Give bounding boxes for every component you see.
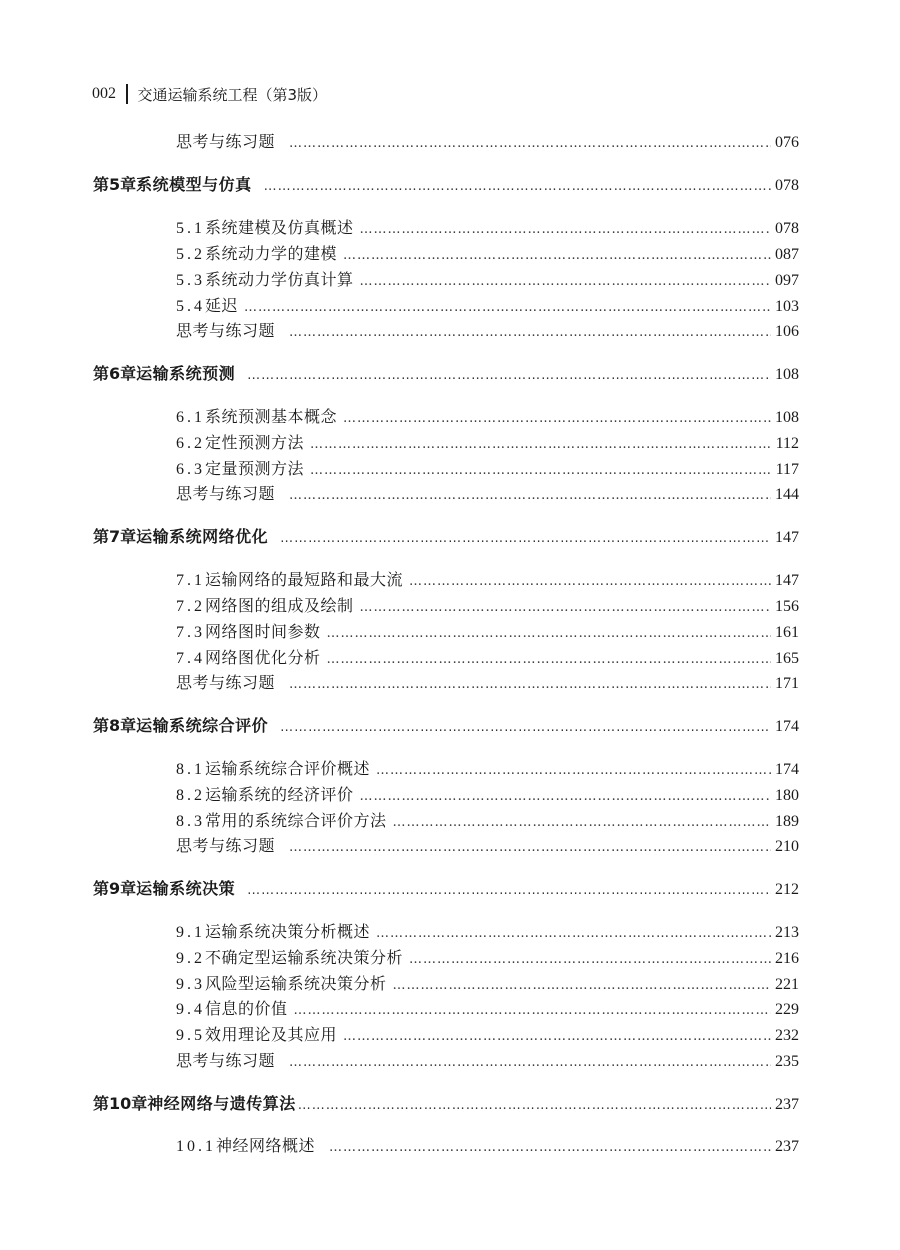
page-number: 112 xyxy=(775,435,799,452)
toc-section-9-3[interactable] xyxy=(176,972,799,996)
section-number: 7.1 xyxy=(176,572,205,589)
dot-leader xyxy=(376,759,771,783)
toc-section-7-1[interactable] xyxy=(176,568,799,592)
page-number: 147 xyxy=(775,572,799,589)
page-number: 108 xyxy=(775,366,799,383)
dot-leader xyxy=(244,296,771,320)
section-title: 神经网络概述 xyxy=(216,1136,316,1155)
page-number: 147 xyxy=(775,529,799,546)
dot-leader xyxy=(343,407,771,431)
toc-chapter-8[interactable] xyxy=(93,714,799,738)
section-number: 6.2 xyxy=(176,435,205,452)
exercise-label: 思考与练习题 xyxy=(176,836,276,855)
section-number: 9.5 xyxy=(176,1027,205,1044)
section-number: 8.3 xyxy=(176,813,205,830)
dot-leader xyxy=(393,974,771,998)
page-number: 229 xyxy=(775,1001,799,1018)
chapter-title: 运输系统决策 xyxy=(136,879,236,898)
section-title: 运输网络的最短路和最大流 xyxy=(205,570,404,589)
section-title: 定性预测方法 xyxy=(205,433,305,452)
section-number: 5.2 xyxy=(176,246,205,263)
dot-leader xyxy=(289,321,771,345)
chapter-number: 第10章 xyxy=(93,1094,148,1113)
toc-section-5-1[interactable] xyxy=(176,216,799,240)
dot-leader xyxy=(343,244,771,268)
page-number: 108 xyxy=(775,409,799,426)
page-number: 237 xyxy=(775,1138,799,1155)
toc-chapter-9[interactable] xyxy=(93,877,799,901)
dot-leader xyxy=(360,785,771,809)
page-number: 221 xyxy=(775,976,799,993)
dot-leader xyxy=(264,175,771,199)
section-number: 5.1 xyxy=(176,220,205,237)
section-title: 不确定型运输系统决策分析 xyxy=(205,948,404,967)
page-number: 232 xyxy=(775,1027,799,1044)
page-number: 078 xyxy=(775,177,799,194)
section-title: 风险型运输系统决策分析 xyxy=(205,974,387,993)
section-number: 8.2 xyxy=(176,787,205,804)
toc-section-10-1[interactable] xyxy=(176,1134,799,1158)
section-title: 系统预测基本概念 xyxy=(205,407,338,426)
toc-exercise-ch5[interactable] xyxy=(176,319,799,343)
dot-leader xyxy=(360,218,771,242)
dot-leader xyxy=(298,1094,771,1118)
toc-section-6-3[interactable] xyxy=(176,457,799,481)
section-number: 9.1 xyxy=(176,924,205,941)
chapter-number: 第9章 xyxy=(93,879,137,898)
dot-leader xyxy=(327,622,771,646)
section-title: 系统动力学仿真计算 xyxy=(205,270,354,289)
dot-leader xyxy=(294,999,771,1023)
page-number: 174 xyxy=(775,761,799,778)
page-number: 189 xyxy=(775,813,799,830)
dot-leader xyxy=(289,484,771,508)
toc-section-5-3[interactable] xyxy=(176,268,799,292)
toc-chapter-10[interactable] xyxy=(93,1092,799,1116)
section-number: 9.2 xyxy=(176,950,205,967)
toc-section-9-4[interactable] xyxy=(176,997,799,1021)
section-title: 运输系统决策分析概述 xyxy=(205,922,371,941)
toc-section-7-4[interactable] xyxy=(176,646,799,670)
dot-leader xyxy=(376,922,771,946)
page-number: 161 xyxy=(775,624,799,641)
toc-chapter-7[interactable] xyxy=(93,525,799,549)
dot-leader xyxy=(289,836,771,860)
section-title: 常用的系统综合评价方法 xyxy=(205,811,387,830)
toc-section-6-1[interactable] xyxy=(176,405,799,429)
page-number: 174 xyxy=(775,718,799,735)
section-number: 6.1 xyxy=(176,409,205,426)
section-title: 延迟 xyxy=(205,296,239,315)
chapter-number: 第7章 xyxy=(93,527,137,546)
chapter-number: 第5章 xyxy=(93,175,137,194)
toc-section-8-2[interactable] xyxy=(176,783,799,807)
section-number: 7.4 xyxy=(176,650,205,667)
toc-section-9-5[interactable] xyxy=(176,1023,799,1047)
exercise-label: 思考与练习题 xyxy=(176,673,276,692)
dot-leader xyxy=(360,270,771,294)
section-number: 5.4 xyxy=(176,298,205,315)
page-number: 097 xyxy=(775,272,799,289)
section-number: 9.3 xyxy=(176,976,205,993)
toc-section-7-2[interactable] xyxy=(176,594,799,618)
section-title: 网络图时间参数 xyxy=(205,622,321,641)
exercise-label: 思考与练习题 xyxy=(176,132,276,151)
dot-leader xyxy=(280,716,771,740)
dot-leader xyxy=(289,132,771,156)
exercise-label: 思考与练习题 xyxy=(176,484,276,503)
dot-leader xyxy=(310,433,772,457)
section-title: 信息的价值 xyxy=(205,999,288,1018)
section-number: 7.2 xyxy=(176,598,205,615)
page-number: 237 xyxy=(775,1096,799,1113)
toc-exercise-ch9[interactable] xyxy=(176,1049,799,1073)
toc-section-5-2[interactable] xyxy=(176,242,799,266)
dot-leader xyxy=(393,811,771,835)
page-number: 212 xyxy=(775,881,799,898)
header-page-number: 002 xyxy=(92,85,116,102)
section-title: 网络图的组成及绘制 xyxy=(205,596,354,615)
page-number: 076 xyxy=(775,134,799,151)
dot-leader xyxy=(360,596,771,620)
header-book-title: 交通运输系统工程（第3版） xyxy=(137,85,328,104)
toc-section-9-1[interactable] xyxy=(176,920,799,944)
page-number: 171 xyxy=(775,675,799,692)
chapter-title: 运输系统网络优化 xyxy=(136,527,269,546)
page-number: 156 xyxy=(775,598,799,615)
dot-leader xyxy=(289,673,771,697)
toc-exercise-ch6[interactable] xyxy=(176,482,799,506)
section-title: 系统动力学的建模 xyxy=(205,244,338,263)
page-number: 180 xyxy=(775,787,799,804)
dot-leader xyxy=(280,527,771,551)
page-number: 210 xyxy=(775,838,799,855)
dot-leader xyxy=(247,364,771,388)
toc-chapter-5[interactable] xyxy=(93,173,799,197)
chapter-title: 运输系统综合评价 xyxy=(136,716,269,735)
dot-leader xyxy=(409,948,771,972)
dot-leader xyxy=(310,459,772,483)
page-number: 103 xyxy=(775,298,799,315)
page-number: 144 xyxy=(775,486,799,503)
section-title: 效用理论及其应用 xyxy=(205,1025,338,1044)
toc-section-6-2[interactable] xyxy=(176,431,799,455)
section-number: 10.1 xyxy=(176,1138,216,1155)
dot-leader xyxy=(247,879,771,903)
toc-chapter-6[interactable] xyxy=(93,362,799,386)
toc-exercise-ch4[interactable] xyxy=(176,130,799,154)
exercise-label: 思考与练习题 xyxy=(176,321,276,340)
toc-section-7-3[interactable] xyxy=(176,620,799,644)
chapter-number: 第6章 xyxy=(93,364,137,383)
exercise-label: 思考与练习题 xyxy=(176,1051,276,1070)
dot-leader xyxy=(343,1025,771,1049)
section-number: 7.3 xyxy=(176,624,205,641)
section-number: 8.1 xyxy=(176,761,205,778)
toc-section-9-2[interactable] xyxy=(176,946,799,970)
toc-section-8-1[interactable] xyxy=(176,757,799,781)
chapter-title: 神经网络与遗传算法 xyxy=(147,1094,296,1113)
section-title: 定量预测方法 xyxy=(205,459,305,478)
toc-section-5-4[interactable] xyxy=(176,294,799,318)
dot-leader xyxy=(289,1051,771,1075)
section-title: 系统建模及仿真概述 xyxy=(205,218,354,237)
toc-section-8-3[interactable] xyxy=(176,809,799,833)
page-number: 087 xyxy=(775,246,799,263)
section-number: 9.4 xyxy=(176,1001,205,1018)
page-number: 213 xyxy=(775,924,799,941)
page-number: 106 xyxy=(775,323,799,340)
section-title: 运输系统的经济评价 xyxy=(205,785,354,804)
page-number: 165 xyxy=(775,650,799,667)
page-number: 216 xyxy=(775,950,799,967)
dot-leader xyxy=(329,1136,771,1160)
dot-leader xyxy=(409,570,771,594)
chapter-title: 系统模型与仿真 xyxy=(136,175,252,194)
page-number: 117 xyxy=(775,461,799,478)
chapter-title: 运输系统预测 xyxy=(136,364,236,383)
section-number: 6.3 xyxy=(176,461,205,478)
chapter-number: 第8章 xyxy=(93,716,137,735)
section-title: 运输系统综合评价概述 xyxy=(205,759,371,778)
toc-exercise-ch7[interactable] xyxy=(176,671,799,695)
page-number: 235 xyxy=(775,1053,799,1070)
section-number: 5.3 xyxy=(176,272,205,289)
dot-leader xyxy=(327,648,771,672)
section-title: 网络图优化分析 xyxy=(205,648,321,667)
toc-exercise-ch8[interactable] xyxy=(176,834,799,858)
page-number: 078 xyxy=(775,220,799,237)
